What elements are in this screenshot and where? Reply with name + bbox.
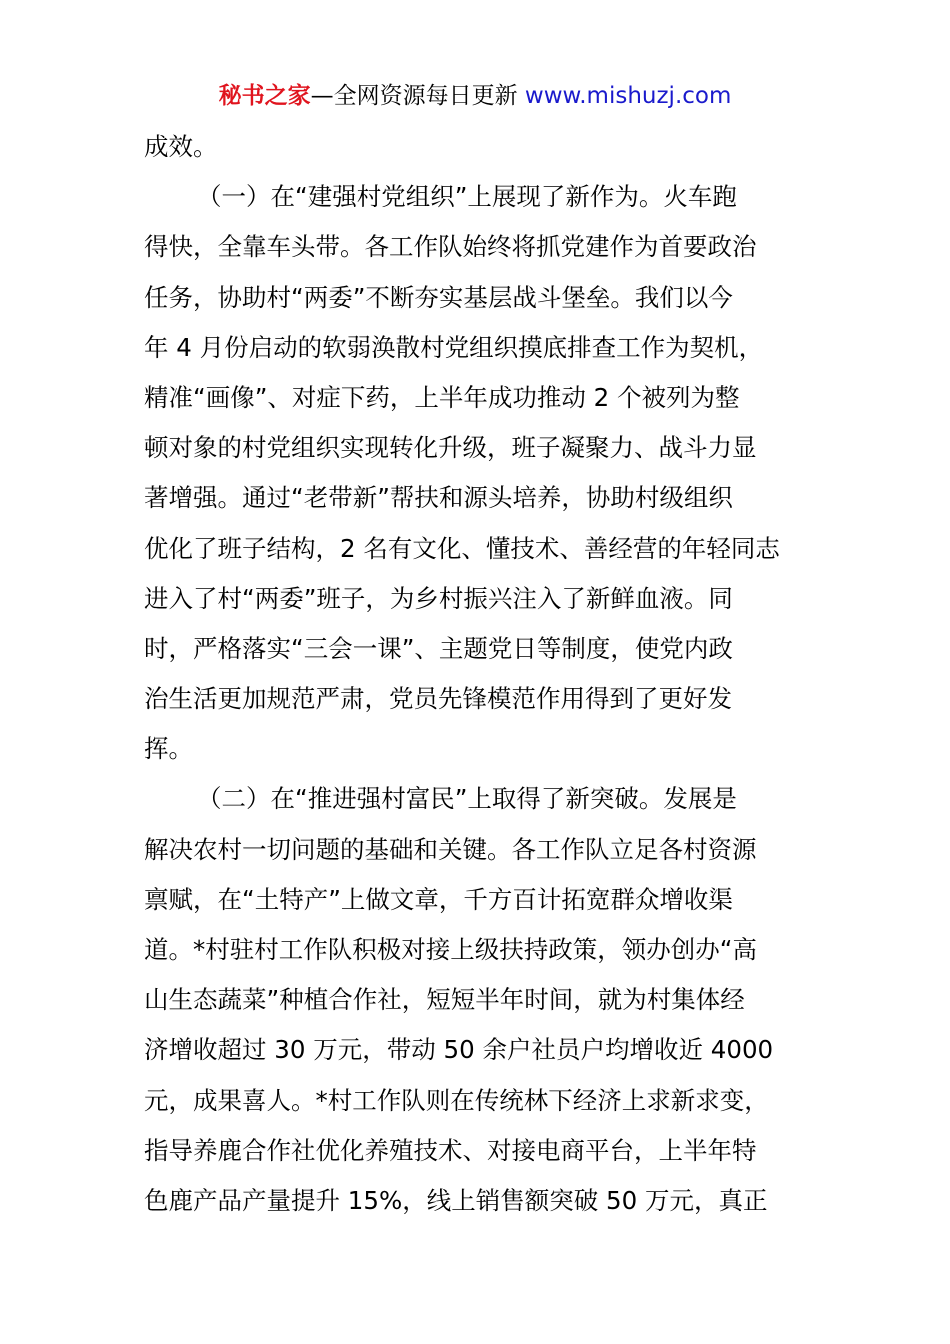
text-line: 解决农村一切问题的基础和关键。各工作队立足各村资源 xyxy=(144,834,757,864)
text-line: 道。*村驻村工作队积极对接上级扶持政策，领办创办“高 xyxy=(144,935,757,964)
text-line: 年 4 月份启动的软弱涣散村党组织摸底排查工作为契机， xyxy=(144,332,764,362)
text-line: 精准“画像”、对症下药，上半年成功推动 2 个被列为整 xyxy=(144,382,740,412)
text-line: 挥。 xyxy=(144,734,193,764)
site-header xyxy=(0,80,950,112)
text-line: 山生态蔬菜”种植合作社，短短半年时间，就为村集体经 xyxy=(144,985,745,1015)
text-line: 任务，协助村“两委”不断夯实基层战斗堡垒。我们以今 xyxy=(144,282,733,312)
site-url-link[interactable]: www.mishuzj.com xyxy=(524,83,732,109)
text-line: 得快，全靠车头带。各工作队始终将抓党建作为首要政治 xyxy=(144,232,757,262)
text-line: 元，成果喜人。*村工作队则在传统林下经济上求新求变， xyxy=(144,1085,769,1115)
section-heading-2: （二）在“推进强村富民”上取得了新突破。发展是 xyxy=(197,784,737,814)
text-line: 进入了村“两委”班子，为乡村振兴注入了新鲜血液。同 xyxy=(144,583,733,613)
text-line: 顿对象的村党组织实现转化升级，班子凝聚力、战斗力显 xyxy=(144,433,757,463)
text-line: 成效。 xyxy=(144,132,218,161)
section-heading-1: （一）在“建强村党组织”上展现了新作为。火车跑 xyxy=(197,182,737,212)
text-line: 色鹿产品产量提升 15%，线上销售额突破 50 万元，真正 xyxy=(144,1185,768,1215)
site-brand: 秘书之家 xyxy=(218,83,311,109)
text-line: 指导养鹿合作社优化养殖技术、对接电商平台，上半年特 xyxy=(144,1135,757,1165)
text-line: 著增强。通过“老带新”帮扶和源头培养，协助村级组织 xyxy=(144,483,733,513)
site-tagline: —全网资源每日更新 xyxy=(310,83,525,109)
text-line: 时，严格落实“三会一课”、主题党日等制度，使党内政 xyxy=(144,633,733,663)
text-line: 优化了班子结构，2 名有文化、懂技术、善经营的年轻同志 xyxy=(144,533,780,563)
document-body xyxy=(144,122,808,1226)
text-line: 治生活更加规范严肃，党员先锋模范作用得到了更好发 xyxy=(144,684,732,714)
text-line: 济增收超过 30 万元，带动 50 余户社员户均增收近 4000 xyxy=(144,1035,774,1065)
text-line: 禀赋，在“土特产”上做文章，千方百计拓宽群众增收渠 xyxy=(144,884,733,914)
